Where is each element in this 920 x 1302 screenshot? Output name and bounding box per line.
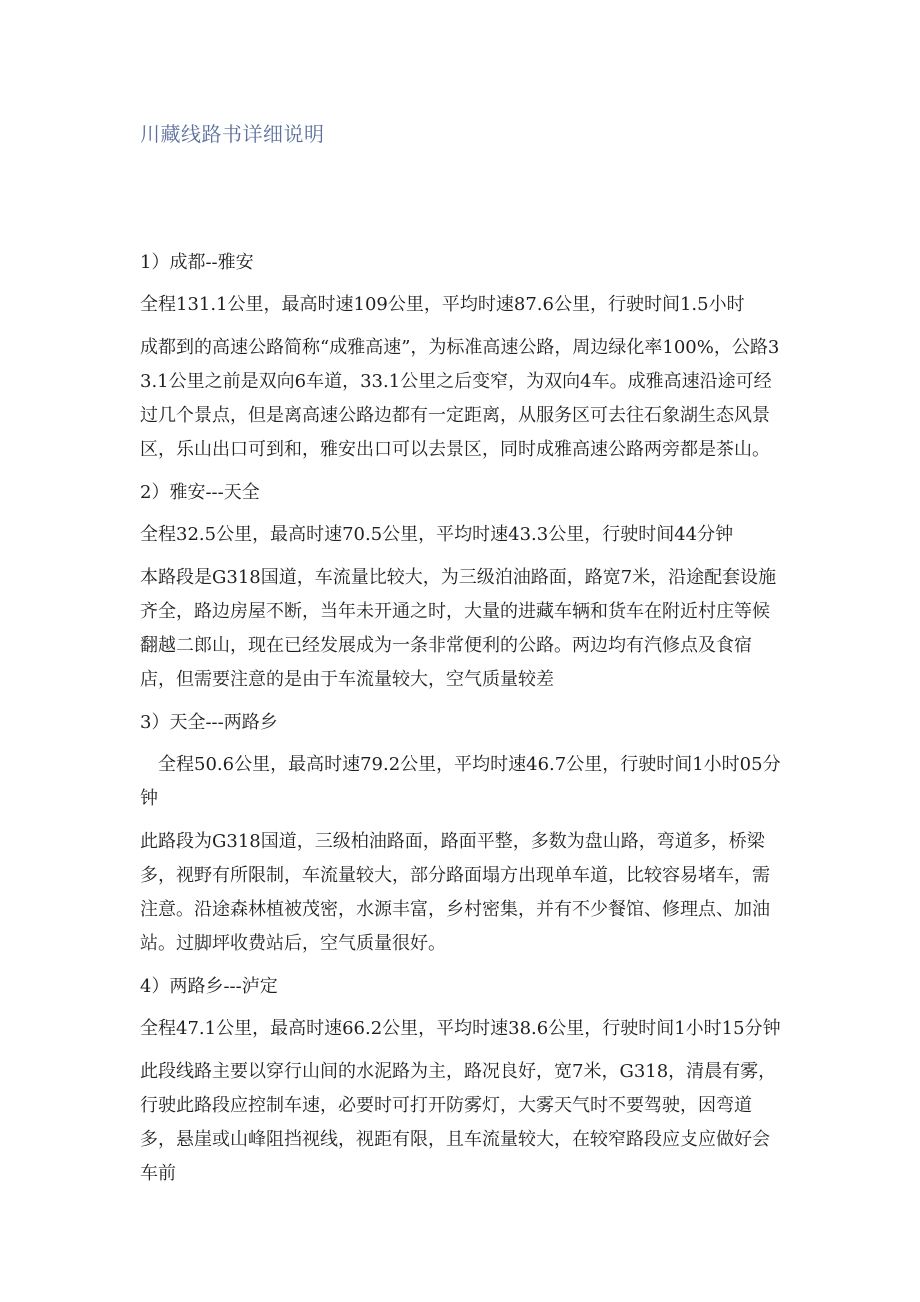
- section-1-heading: 1）成都--雅安: [140, 252, 254, 273]
- document-title: 川藏线路书详细说明: [140, 122, 325, 146]
- document-body: [140, 246, 786, 1200]
- section-3-heading: 3）天全---两路乡: [140, 712, 278, 733]
- section-1-body: 成都到的高速公路简称“成雅高速”，为标准高速公路，周边绿化率100%，公路33.1公里之前是双向6车道，33.1公里之后变窄，为双向4车。成雅高速沿途可经过几个景点，但是离高速公路边都有一定距离，从服务区可去往石象湖生态风景区，乐山出口可到和，雅安出口可以去景区，同时成雅高速公路两旁都是茶山。: [140, 337, 780, 460]
- section-4-heading: 4）两路乡---泸定: [140, 976, 278, 997]
- section-3-stats: 全程50.6公里，最高时速79.2公里，平均时速46.7公里，行驶时间1小时05分钟: [140, 754, 781, 809]
- section-2-stats: 全程32.5公里，最高时速70.5公里，平均时速43.3公里，行驶时间44分钟: [140, 524, 734, 545]
- section-3-body: 此路段为G318国道，三级柏油路面，路面平整，多数为盘山路，弯道多，桥梁多，视野有所限制，车流量较大，部分路面塌方出现单车道，比较容易堵车，需注意。沿途森林植被茂密，水源丰富，乡村密集，并有不少餐馆、修理点、加油站。过脚坪收费站后，空气质量很好。: [140, 831, 770, 954]
- section-4-body: 此段线路主要以穿行山间的水泥路为主，路况良好，宽7米，G318，清晨有雾，行驶此路段应控制车速，必要时可打开防雾灯，大雾天气时不要驾驶，因弯道多，悬崖或山峰阻挡视线，视距有限，且车流量较大，在较窄路段应攴应做好会车前: [140, 1061, 777, 1184]
- section-1-stats: 全程131.1公里，最高时速109公里，平均时速87.6公里，行驶时间1.5小时: [140, 294, 745, 315]
- section-2-heading: 2）雅安---天全: [140, 482, 260, 503]
- section-2-body: 本路段是G318国道，车流量比较大，为三级泊油路面，路宽7米，沿途配套设施齐全，路边房屋不断，当年未开通之时，大量的进藏车辆和货车在附近村庄等候翻越二郎山，现在已经发展成为一条非常便利的公路。两边均有汽修点及食宿店，但需要注意的是由于车流量较大，空气质量较差: [140, 567, 777, 690]
- section-4-stats: 全程47.1公里，最高时速66.2公里，平均时速38.6公里，行驶时间1小时15分钟: [140, 1018, 781, 1039]
